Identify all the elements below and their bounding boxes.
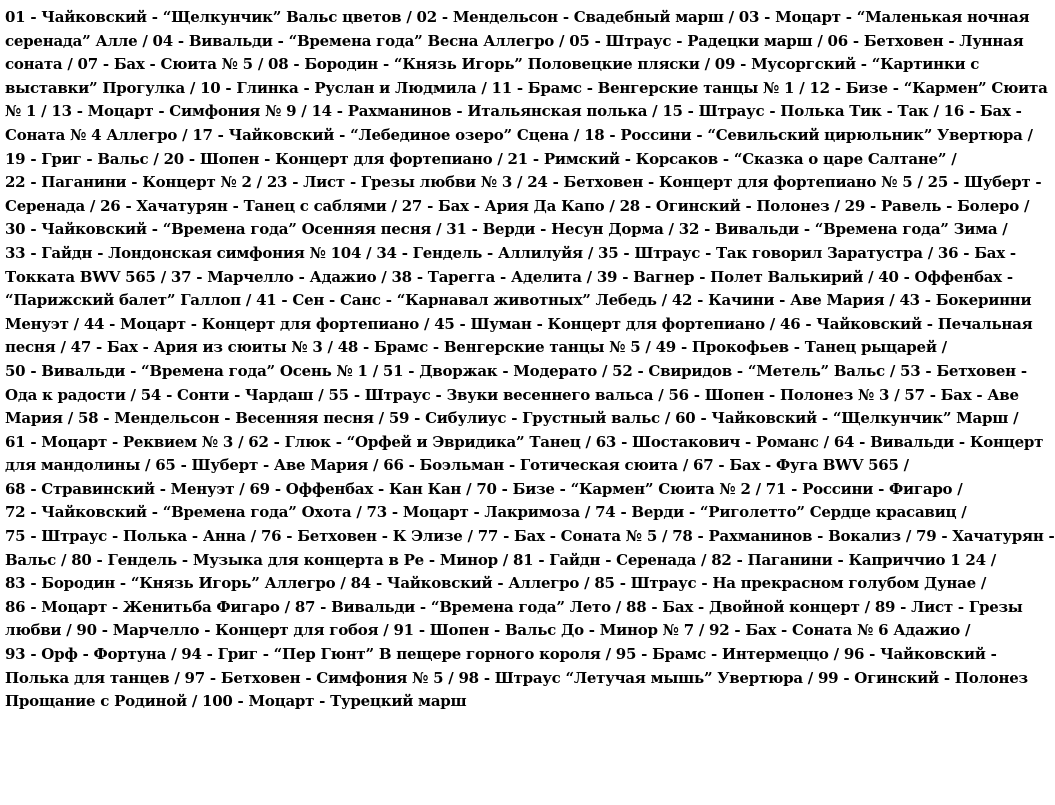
text-line: 72 - Чайковский - “Времена года” Охота / 73 - Моцарт - Лакримоза / 74 - Верди - “Риголетто” Сердце красавиц / [5, 503, 967, 522]
text-line: Токката BWV 565 / 37 - Марчелло - Адажио / 38 - Тарегга - Аделита / 39 - Вагнер - Полет Валькирий / 40 - Оффенбах - [5, 267, 1013, 286]
text-line: Менуэт / 44 - Моцарт - Концерт для фортепиано / 45 - Шуман - Концерт для фортепиано / 46 - Чайковский - Печальная [5, 314, 1033, 333]
text-line: № 1 / 13 - Моцарт - Симфония № 9 / 14 - Рахманинов - Итальянская полька / 15 - Штраус - Полька Тик - Так / 16 - Бах - [5, 102, 1022, 121]
text-line: 93 - Орф - Фортуна / 94 - Григ - “Пер Гюнт” В пещере горного короля / 95 - Брамс - Интермеццо / 96 - Чайковский - [5, 645, 997, 664]
text-line: 19 - Григ - Вальс / 20 - Шопен - Концерт для фортепиано / 21 - Римский - Корсаков - “Сказка о царе Салтане” / [5, 149, 957, 168]
text-line: 50 - Вивальди - “Времена года” Осень № 1 / 51 - Дворжак - Модерато / 52 - Свиридов - “Метель” Вальс / 53 - Бетховен - [5, 361, 1027, 380]
text-line: Мария / 58 - Мендельсон - Весенняя песня / 59 - Сибулиус - Грустный вальс / 60 - Чайковский - “Щелкунчик” Марш / [5, 409, 1019, 428]
text-line: серенада” Алле / 04 - Вивальди - “Времена года” Весна Аллегро / 05 - Штраус - Радецки марш / 06 - Бетховен - Лунная [5, 31, 1024, 50]
track-list-document [5, 6, 1055, 714]
text-line: “Парижский балет” Галлоп / 41 - Сен - Санс - “Карнавал животных” Лебедь / 42 - Качини - Аве Мария / 43 - Бокеринни [5, 291, 1032, 310]
text-line: любви / 90 - Марчелло - Концерт для гобоя / 91 - Шопен - Вальс До - Минор № 7 / 92 - Бах - Соната № 6 Адажио / [5, 621, 971, 640]
text-line: 86 - Моцарт - Женитьба Фигаро / 87 - Вивальди - “Времена года” Лето / 88 - Бах - Двойной концерт / 89 - Лист - Грезы [5, 597, 1023, 616]
text-line: 33 - Гайдн - Лондонская симфония № 104 / 34 - Гендель - Аллилуйя / 35 - Штраус - Так говорил Заратустра / 36 - Бах - [5, 243, 1016, 262]
text-line: 22 - Паганини - Концерт № 2 / 23 - Лист - Грезы любви № 3 / 24 - Бетховен - Концерт для фортепиано № 5 / 25 - Шуберт - [5, 173, 1042, 192]
text-line: Прощание с Родиной / 100 - Моцарт - Турецкий марш [5, 692, 467, 711]
text-line: соната / 07 - Бах - Сюита № 5 / 08 - Бородин - “Князь Игорь” Половецкие пляски / 09 - Мусоргский - “Картинки с [5, 55, 980, 74]
text-line: Полька для танцев / 97 - Бетховен - Симфония № 5 / 98 - Штраус “Летучая мышь” Увертюра / 99 - Огинский - Полонез [5, 668, 1028, 687]
text-line: 68 - Стравинский - Менуэт / 69 - Оффенбах - Кан Кан / 70 - Бизе - “Кармен” Сюита № 2 / 71 - Россини - Фигаро / [5, 479, 963, 498]
text-line: 83 - Бородин - “Князь Игорь” Аллегро / 84 - Чайковский - Аллегро / 85 - Штраус - На прекрасном голубом Дунае / [5, 574, 987, 593]
text-line: 01 - Чайковский - “Щелкунчик” Вальс цветов / 02 - Мендельсон - Свадебный марш / 03 - Моцарт - “Маленькая ночная [5, 8, 1030, 26]
text-line: Соната № 4 Аллегро / 17 - Чайковский - “Лебединое озеро” Сцена / 18 - Россини - “Севильский цирюльник” Увертюра / [5, 125, 1033, 144]
text-line: Ода к радости / 54 - Сонти - Чардаш / 55 - Штраус - Звуки весеннего вальса / 56 - Шопен - Полонез № 3 / 57 - Бах - Аве [5, 385, 1019, 404]
text-line: 30 - Чайковский - “Времена года” Осенняя песня / 31 - Верди - Несун Дорма / 32 - Вивальди - “Времена года” Зима / [5, 220, 1008, 239]
text-line: для мандолины / 65 - Шуберт - Аве Мария / 66 - Боэльман - Готическая сюита / 67 - Бах - Фуга BWV 565 / [5, 456, 909, 475]
text-line: Серенада / 26 - Хачатурян - Танец с саблями / 27 - Бах - Ария Да Капо / 28 - Огинский - Полонез / 29 - Равель - Болеро / [5, 196, 1030, 215]
text-line: Вальс / 80 - Гендель - Музыка для концерта в Ре - Минор / 81 - Гайдн - Серенада / 82 - Паганини - Каприччио 1 24 / [5, 550, 996, 569]
text-line: выставки” Прогулка / 10 - Глинка - Руслан и Людмила / 11 - Брамс - Венгерские танцы № 1 / 12 - Бизе - “Кармен” Сюита [5, 78, 1048, 97]
text-line: песня / 47 - Бах - Ария из сюиты № 3 / 48 - Брамс - Венгерские танцы № 5 / 49 - Прокофьев - Танец рыцарей / [5, 338, 947, 357]
text-line: 61 - Моцарт - Реквием № 3 / 62 - Глюк - “Орфей и Эвридика” Танец / 63 - Шостакович - Романс / 64 - Вивальди - Концерт [5, 432, 1044, 451]
text-line: 75 - Штраус - Полька - Анна / 76 - Бетховен - К Элизе / 77 - Бах - Соната № 5 / 78 - Рахманинов - Вокализ / 79 - Хачатурян - [5, 527, 1055, 546]
